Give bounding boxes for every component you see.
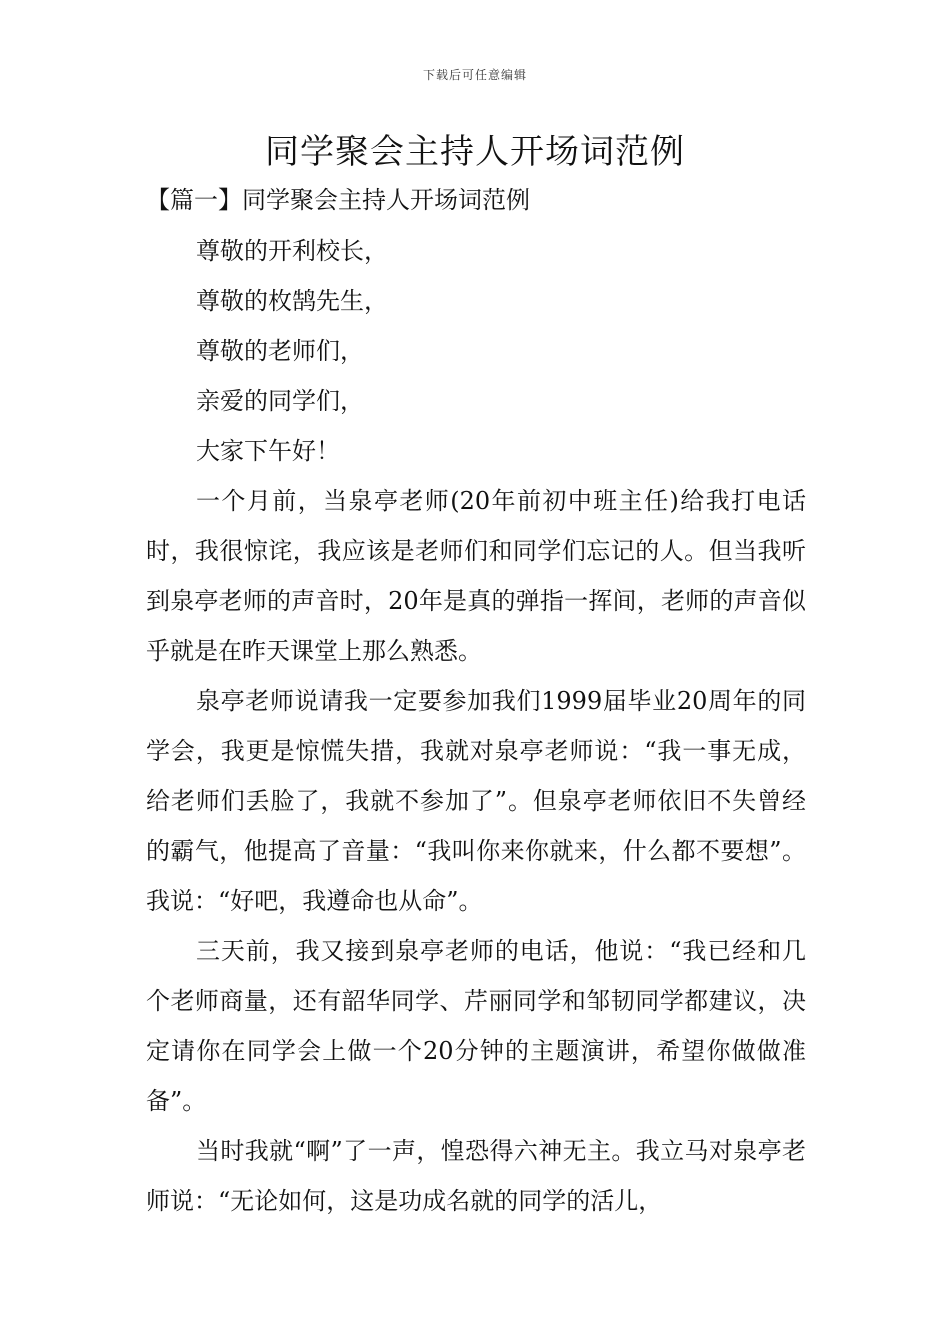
salutation-line: 大家下午好！ <box>196 437 340 465</box>
salutation-line: 尊敬的枚鹄先生， <box>196 287 388 315</box>
document-body <box>146 226 806 1226</box>
section-heading: 【篇一】同学聚会主持人开场词范例 <box>146 186 530 214</box>
header-note: 下载后可任意编辑 <box>422 68 527 82</box>
body-paragraph: 三天前，我又接到泉亭老师的电话，他说：“我已经和几个老师商量，还有韶华同学、芹丽同学和邹韧同学都建议，决定请你在同学会上做一个20分钟的主题演讲，希望你做做准备”。 <box>146 937 806 1115</box>
document-title: 同学聚会主持人开场词范例 <box>265 132 685 172</box>
salutation-line: 尊敬的开利校长， <box>196 237 388 265</box>
body-paragraph: 一个月前，当泉亭老师(20年前初中班主任)给我打电话时，我很惊诧，我应该是老师们和同学们忘记的人。但当我听到泉亭老师的声音时，20年是真的弹指一挥间，老师的声音似乎就是在昨天课堂上那么熟悉。 <box>146 487 806 665</box>
body-paragraph: 泉亭老师说请我一定要参加我们1999届毕业20周年的同学会，我更是惊慌失措，我就对泉亭老师说：“我一事无成，给老师们丢脸了，我就不参加了”。但泉亭老师依旧不失曾经的霸气，他提高了音量：“我叫你来你就来，什么都不要想”。我说：“好吧，我遵命也从命”。 <box>146 687 806 915</box>
salutation-line: 尊敬的老师们， <box>196 337 364 365</box>
salutation-line: 亲爱的同学们， <box>196 387 364 415</box>
body-paragraph: 当时我就“啊”了一声，惶恐得六神无主。我立马对泉亭老师说：“无论如何，这是功成名就的同学的活儿， <box>146 1137 806 1215</box>
